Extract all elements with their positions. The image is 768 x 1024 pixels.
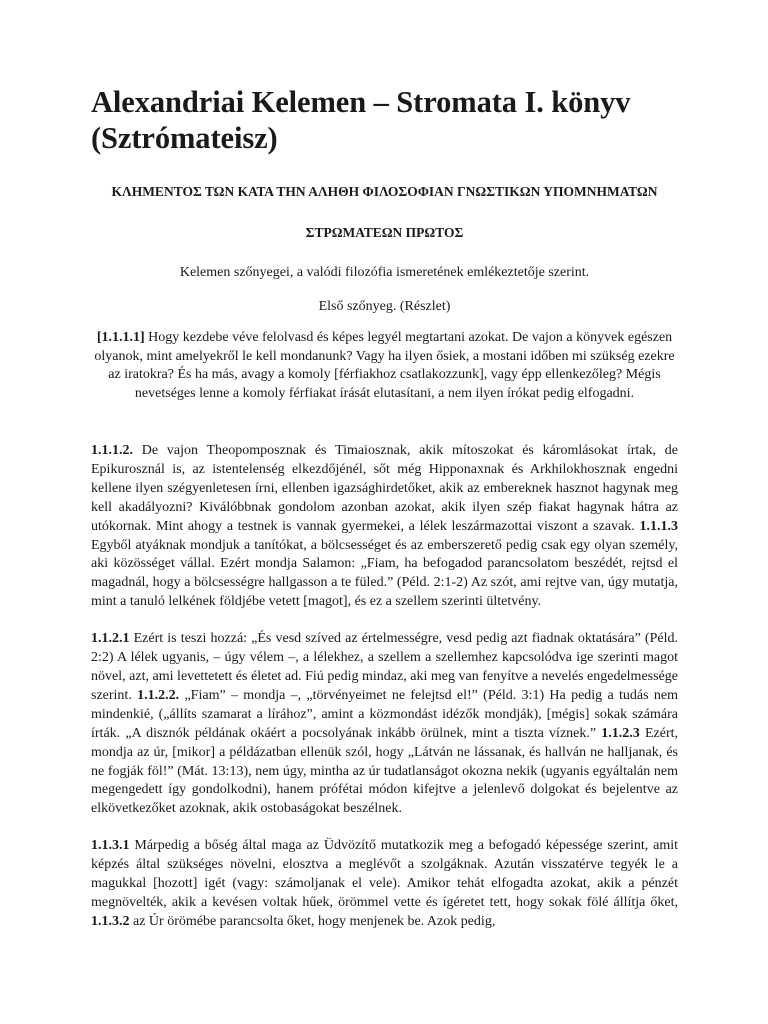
greek-heading: ΚΛΗΜΕΝΤΟΣ ΤΩΝ ΚΑΤΑ ΤΗΝ ΑΛΗΘΗ ΦΙΛΟΣΟΦΙΑΝ ΓΝΩΣΤΙΚΩΝ ΥΠΟΜΝΗΜΑΤΩΝ: [111, 184, 658, 199]
verse-ref: 1.1.3.1: [91, 838, 130, 854]
document-title: Alexandriai Kelemen – Stromata I. könyv (Sztrómateisz): [91, 85, 631, 155]
verse-ref: [1.1.1.1]: [96, 330, 145, 345]
section-title: Első szőnyeg. (Részlet): [318, 299, 451, 314]
paragraph-1-1-1-1: [91, 316, 678, 403]
paragraph-text: De vajon Theopomposznak és Timaiosznak, akik mítoszokat és káromlásokat írtak, de Epikurosznál is, az istentelenség elkezdőjénél, sőt még Hipponaxnak és Arkhilokhosznak engedni kellene ilyen szégyenletesen írni, ellenben igazsághirdetőket, akik az embereknek hasznot hagynak meg kell akadályozni? Kiválóbbnak gondolom azonban azokat, akik ilyen szép fiakat hagynak hátra az utókornak. Mint ahogy a testnek is vannak gyermekei, a lélek leszármazottai viszont a szavak.: [91, 443, 678, 534]
paragraph-text: Ezért, mondja az úr, [mikor] a példázatban ellenük szól, hogy „Látván ne lássanak, és hallván ne halljanak, és ne fogják föl!” (Mát. 13:13), nem úgy, mintha az úr tudatlanságot okozna nekik (ugyanis egyáltalán nem megengedett így gondolkodni), hanem prófétai módon kifejtve a jelenlevő dolgokat és bejelentve az elkövetkezőket azoknak, akik ostobaságokat beszélnek.: [91, 725, 679, 817]
paragraph-text: Ezért is teszi hozzá: „És vesd szíved az értelmességre, vesd pedig azt fiadnak oktatására” (Péld. 2:2) A lélek ugyanis, – úgy vélem –, a lélekhez, a szellem a szellemhez kapcsolódva ige szerinti magot növel, azt, ami levettetett és életet ad. Fiú pedig mindaz, aki meg van fenyítve a nevelés engedelmessége szerint.: [91, 631, 678, 703]
paragraph-text: Egyből atyáknak mondjuk a tanítókat, a bölcsességet és az emberszerető pedig csak egy olyan személy, aki közösséget vállal. Ezért mondja Salamon: „Fiam, ha befogadod parancsolatom beszédét, rejtsd el magadnál, hogy a bölcsességre hallgasson a te füled.” (Péld. 2:1-2) Az szót, ami rejtve van, úgy mutatja, mint a tanuló lelkének földjébe vetett [magot], és ez a szellem szerinti ültetvény.: [91, 537, 678, 610]
verse-ref: 1.1.1.2.: [91, 443, 133, 458]
paragraph-text: „Fiam” – mondja –, „törvényeimet ne felejtsd el!” (Péld. 3:1) Ha pedig a tudás nem mindenkié, („állíts szamarat a lírához”, amint a közmondást idézők mondják), [mégis] sokak számára írták. „A disznók példának okáért a pocsolyának inkább örülnek, mint a tiszta víznek.”: [91, 687, 678, 741]
paragraph-1-1-1-2: [91, 403, 678, 612]
paragraph-text: az Úr örömébe parancsolta őket, hogy menjenek be. Azok pedig,: [129, 913, 496, 929]
subtitle: Kelemen szőnyegei, a valódi filozófia ismeretének emlékeztetője szerint.: [179, 265, 590, 280]
verse-ref: 1.1.2.3: [601, 725, 640, 741]
greek-subheading: ΣΤΡΩΜΑΤΕΩΝ ΠΡΩΤΟΣ: [305, 225, 464, 240]
paragraph-text: Márpedig a bőség által maga az Üdvözítő mutatkozik meg a befogadó képessége szerint, amit képzés által szükséges növelni, elosztva a meglévőt a szolgáknak. Azután visszatérve tegyék le a magukkal [hozott] igét (vagy: számoljanak el vele). Amikor tehát elfogadta azokat, akik a pénzét megnövelték, akik a kevésen voltak hűek, örömmel vette és ígéretet tett, hogy sokak fölé állítja őket,: [91, 838, 678, 910]
verse-ref: 1.1.2.1: [91, 631, 130, 647]
paragraph-text: Hogy kezdebe véve felolvasd és képes legyél megtartani azokat. De vajon a könyvek egészen olyanok, mint amelyekről le kell mondanunk? Vagy ha ilyen ősiek, a mostani időben mi szükség ezekre az iratokra? És ha más, avagy a komoly [férfiakhoz csatlakozzunk], vagy épp ellenkezőleg? Mégis nevetséges lenne a komoly férfiakat írását elutasítani, a nem ilyen írókat pedig elfogadni.: [94, 330, 675, 401]
verse-ref: 1.1.2.2.: [137, 687, 180, 703]
verse-ref: 1.1.1.3: [639, 518, 678, 534]
paragraph-1-1-3-1: [91, 819, 678, 932]
paragraph-1-1-2-1: [91, 612, 678, 819]
verse-ref: 1.1.3.2: [91, 913, 130, 929]
